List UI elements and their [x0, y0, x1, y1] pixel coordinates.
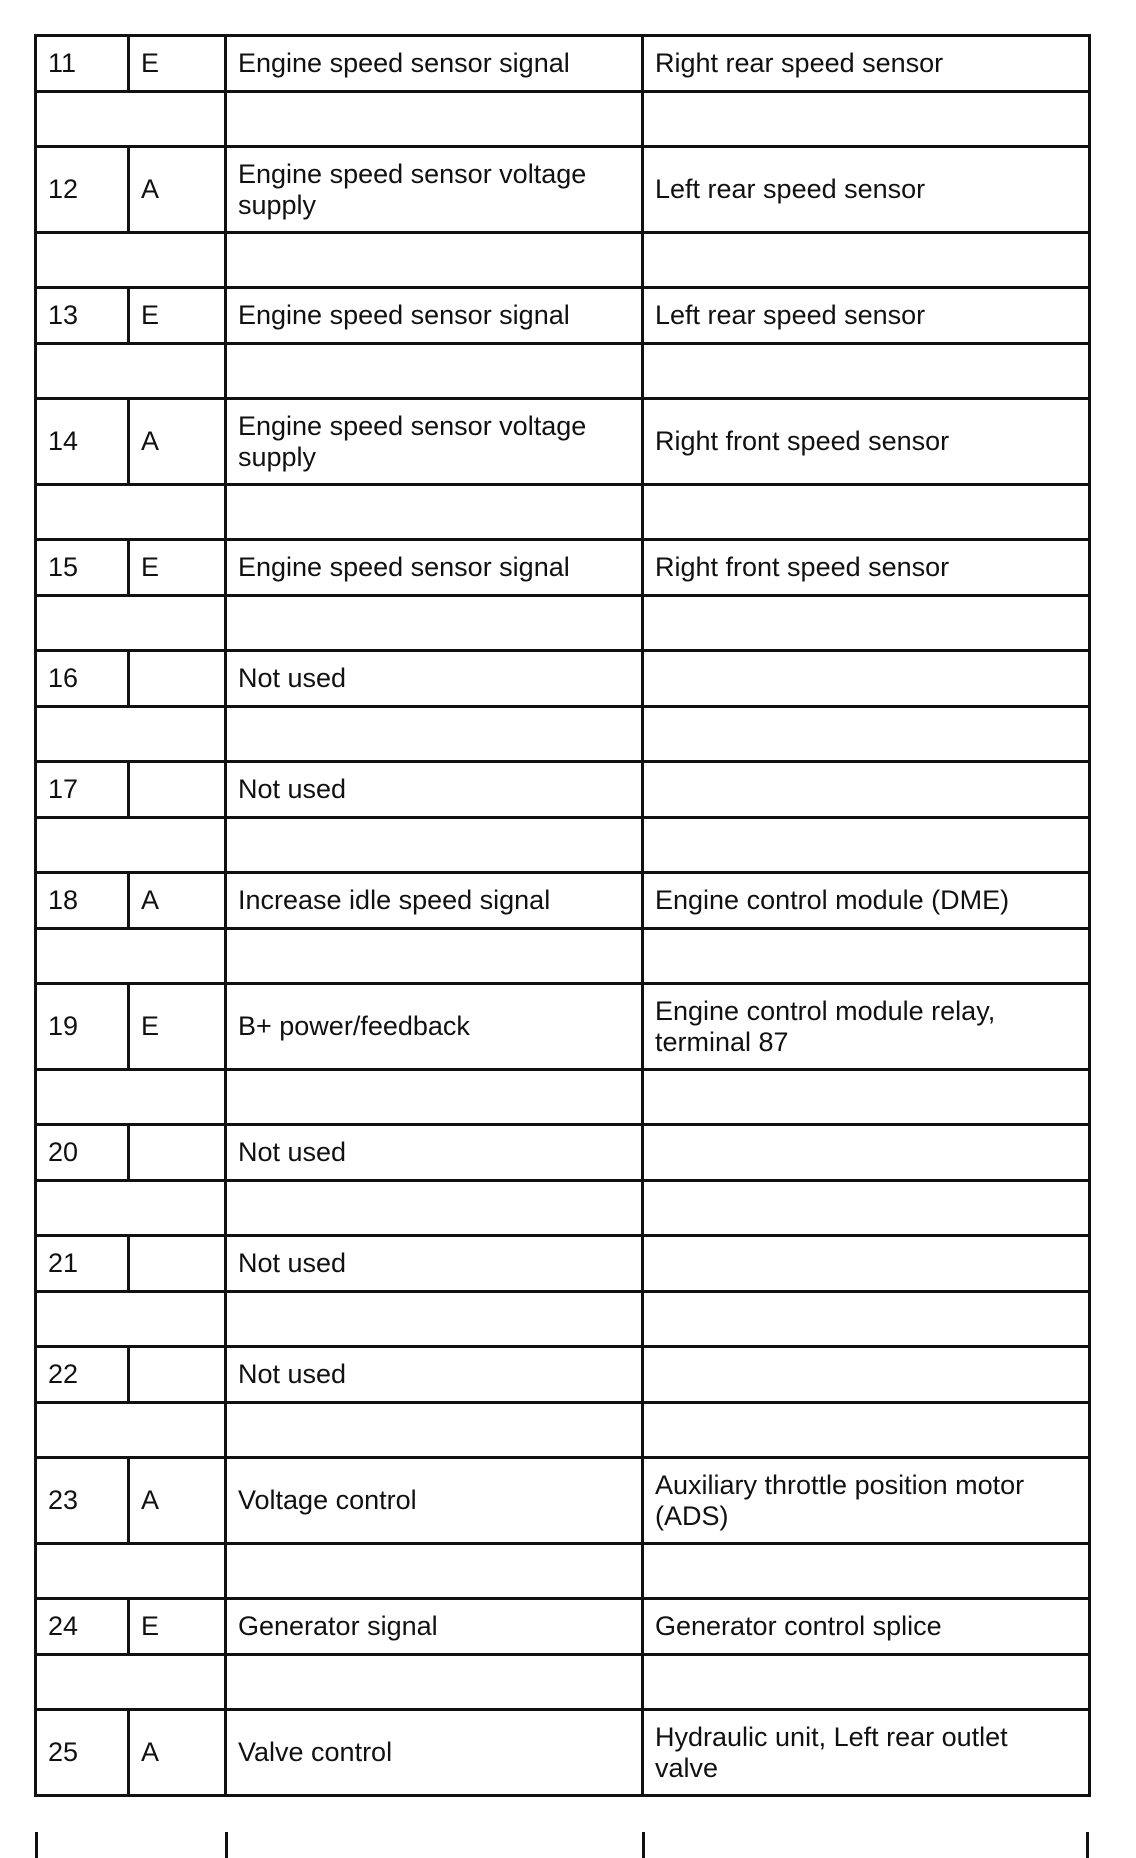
- signal-description: Engine speed sensor voltage supply: [226, 399, 643, 485]
- signal-description: B+ power/feedback: [226, 984, 643, 1070]
- pin-number: 11: [36, 36, 129, 92]
- spacer-row: [36, 1292, 1090, 1347]
- table-row: [36, 873, 1090, 929]
- signal-description: Generator signal: [226, 1599, 643, 1655]
- pin-number: 16: [36, 651, 129, 707]
- signal-description: Engine speed sensor signal: [226, 288, 643, 344]
- signal-direction: [129, 762, 226, 818]
- spacer-row: [36, 596, 1090, 651]
- signal-description: Not used: [226, 651, 643, 707]
- connection: Right rear speed sensor: [643, 36, 1090, 92]
- pin-number: 25: [36, 1710, 129, 1796]
- pin-number: 20: [36, 1125, 129, 1181]
- table-row: [36, 1710, 1090, 1796]
- connection: Hydraulic unit, Left rear outlet valve: [643, 1710, 1090, 1796]
- connection: [643, 651, 1090, 707]
- connection: [643, 1347, 1090, 1403]
- signal-description: Engine speed sensor signal: [226, 36, 643, 92]
- signal-description: Increase idle speed signal: [226, 873, 643, 929]
- table-row: [36, 651, 1090, 707]
- pin-number: 17: [36, 762, 129, 818]
- connection: Right front speed sensor: [643, 540, 1090, 596]
- pin-number: 23: [36, 1458, 129, 1544]
- table-row: [36, 1347, 1090, 1403]
- column-rule-continuation: [225, 1832, 228, 1858]
- column-rule-continuation: [1086, 1832, 1089, 1858]
- connection: Left rear speed sensor: [643, 147, 1090, 233]
- connection: Engine control module relay, terminal 87: [643, 984, 1090, 1070]
- spacer-row: [36, 485, 1090, 540]
- spacer-row: [36, 1403, 1090, 1458]
- table-row: [36, 984, 1090, 1070]
- table-row: [36, 1236, 1090, 1292]
- signal-direction: [129, 1236, 226, 1292]
- pin-number: 22: [36, 1347, 129, 1403]
- signal-direction: A: [129, 147, 226, 233]
- table-row: [36, 36, 1090, 92]
- connection: [643, 1236, 1090, 1292]
- table-row: [36, 1458, 1090, 1544]
- connection: Auxiliary throttle position motor (ADS): [643, 1458, 1090, 1544]
- signal-direction: [129, 1125, 226, 1181]
- connection: [643, 1125, 1090, 1181]
- connection: Right front speed sensor: [643, 399, 1090, 485]
- connection: Generator control splice: [643, 1599, 1090, 1655]
- spacer-row: [36, 1181, 1090, 1236]
- pin-number: 18: [36, 873, 129, 929]
- signal-direction: A: [129, 1458, 226, 1544]
- column-rule-continuation: [35, 1832, 38, 1858]
- signal-direction: A: [129, 873, 226, 929]
- table-row: [36, 1125, 1090, 1181]
- pin-assignment-page: [34, 34, 1088, 1797]
- spacer-row: [36, 1070, 1090, 1125]
- spacer-row: [36, 1655, 1090, 1710]
- connection: Left rear speed sensor: [643, 288, 1090, 344]
- pin-number: 24: [36, 1599, 129, 1655]
- table-row: [36, 1599, 1090, 1655]
- signal-direction: E: [129, 288, 226, 344]
- signal-description: Engine speed sensor signal: [226, 540, 643, 596]
- spacer-row: [36, 92, 1090, 147]
- signal-description: Valve control: [226, 1710, 643, 1796]
- signal-direction: [129, 651, 226, 707]
- pin-assignment-table: [34, 34, 1091, 1797]
- pin-number: 12: [36, 147, 129, 233]
- pin-number: 14: [36, 399, 129, 485]
- spacer-row: [36, 1544, 1090, 1599]
- pin-number: 13: [36, 288, 129, 344]
- signal-description: Not used: [226, 1347, 643, 1403]
- connection: [643, 762, 1090, 818]
- pin-number: 19: [36, 984, 129, 1070]
- table-row: [36, 540, 1090, 596]
- spacer-row: [36, 818, 1090, 873]
- column-rule-continuation: [642, 1832, 645, 1858]
- signal-description: Not used: [226, 1125, 643, 1181]
- spacer-row: [36, 929, 1090, 984]
- signal-description: Not used: [226, 1236, 643, 1292]
- table-row: [36, 147, 1090, 233]
- table-row: [36, 288, 1090, 344]
- spacer-row: [36, 344, 1090, 399]
- signal-direction: A: [129, 399, 226, 485]
- signal-direction: E: [129, 36, 226, 92]
- signal-description: Engine speed sensor voltage supply: [226, 147, 643, 233]
- pin-number: 21: [36, 1236, 129, 1292]
- signal-direction: E: [129, 984, 226, 1070]
- signal-description: Not used: [226, 762, 643, 818]
- spacer-row: [36, 707, 1090, 762]
- signal-description: Voltage control: [226, 1458, 643, 1544]
- signal-direction: E: [129, 540, 226, 596]
- table-row: [36, 762, 1090, 818]
- pin-number: 15: [36, 540, 129, 596]
- connection: Engine control module (DME): [643, 873, 1090, 929]
- signal-direction: E: [129, 1599, 226, 1655]
- table-row: [36, 399, 1090, 485]
- spacer-row: [36, 233, 1090, 288]
- signal-direction: [129, 1347, 226, 1403]
- signal-direction: A: [129, 1710, 226, 1796]
